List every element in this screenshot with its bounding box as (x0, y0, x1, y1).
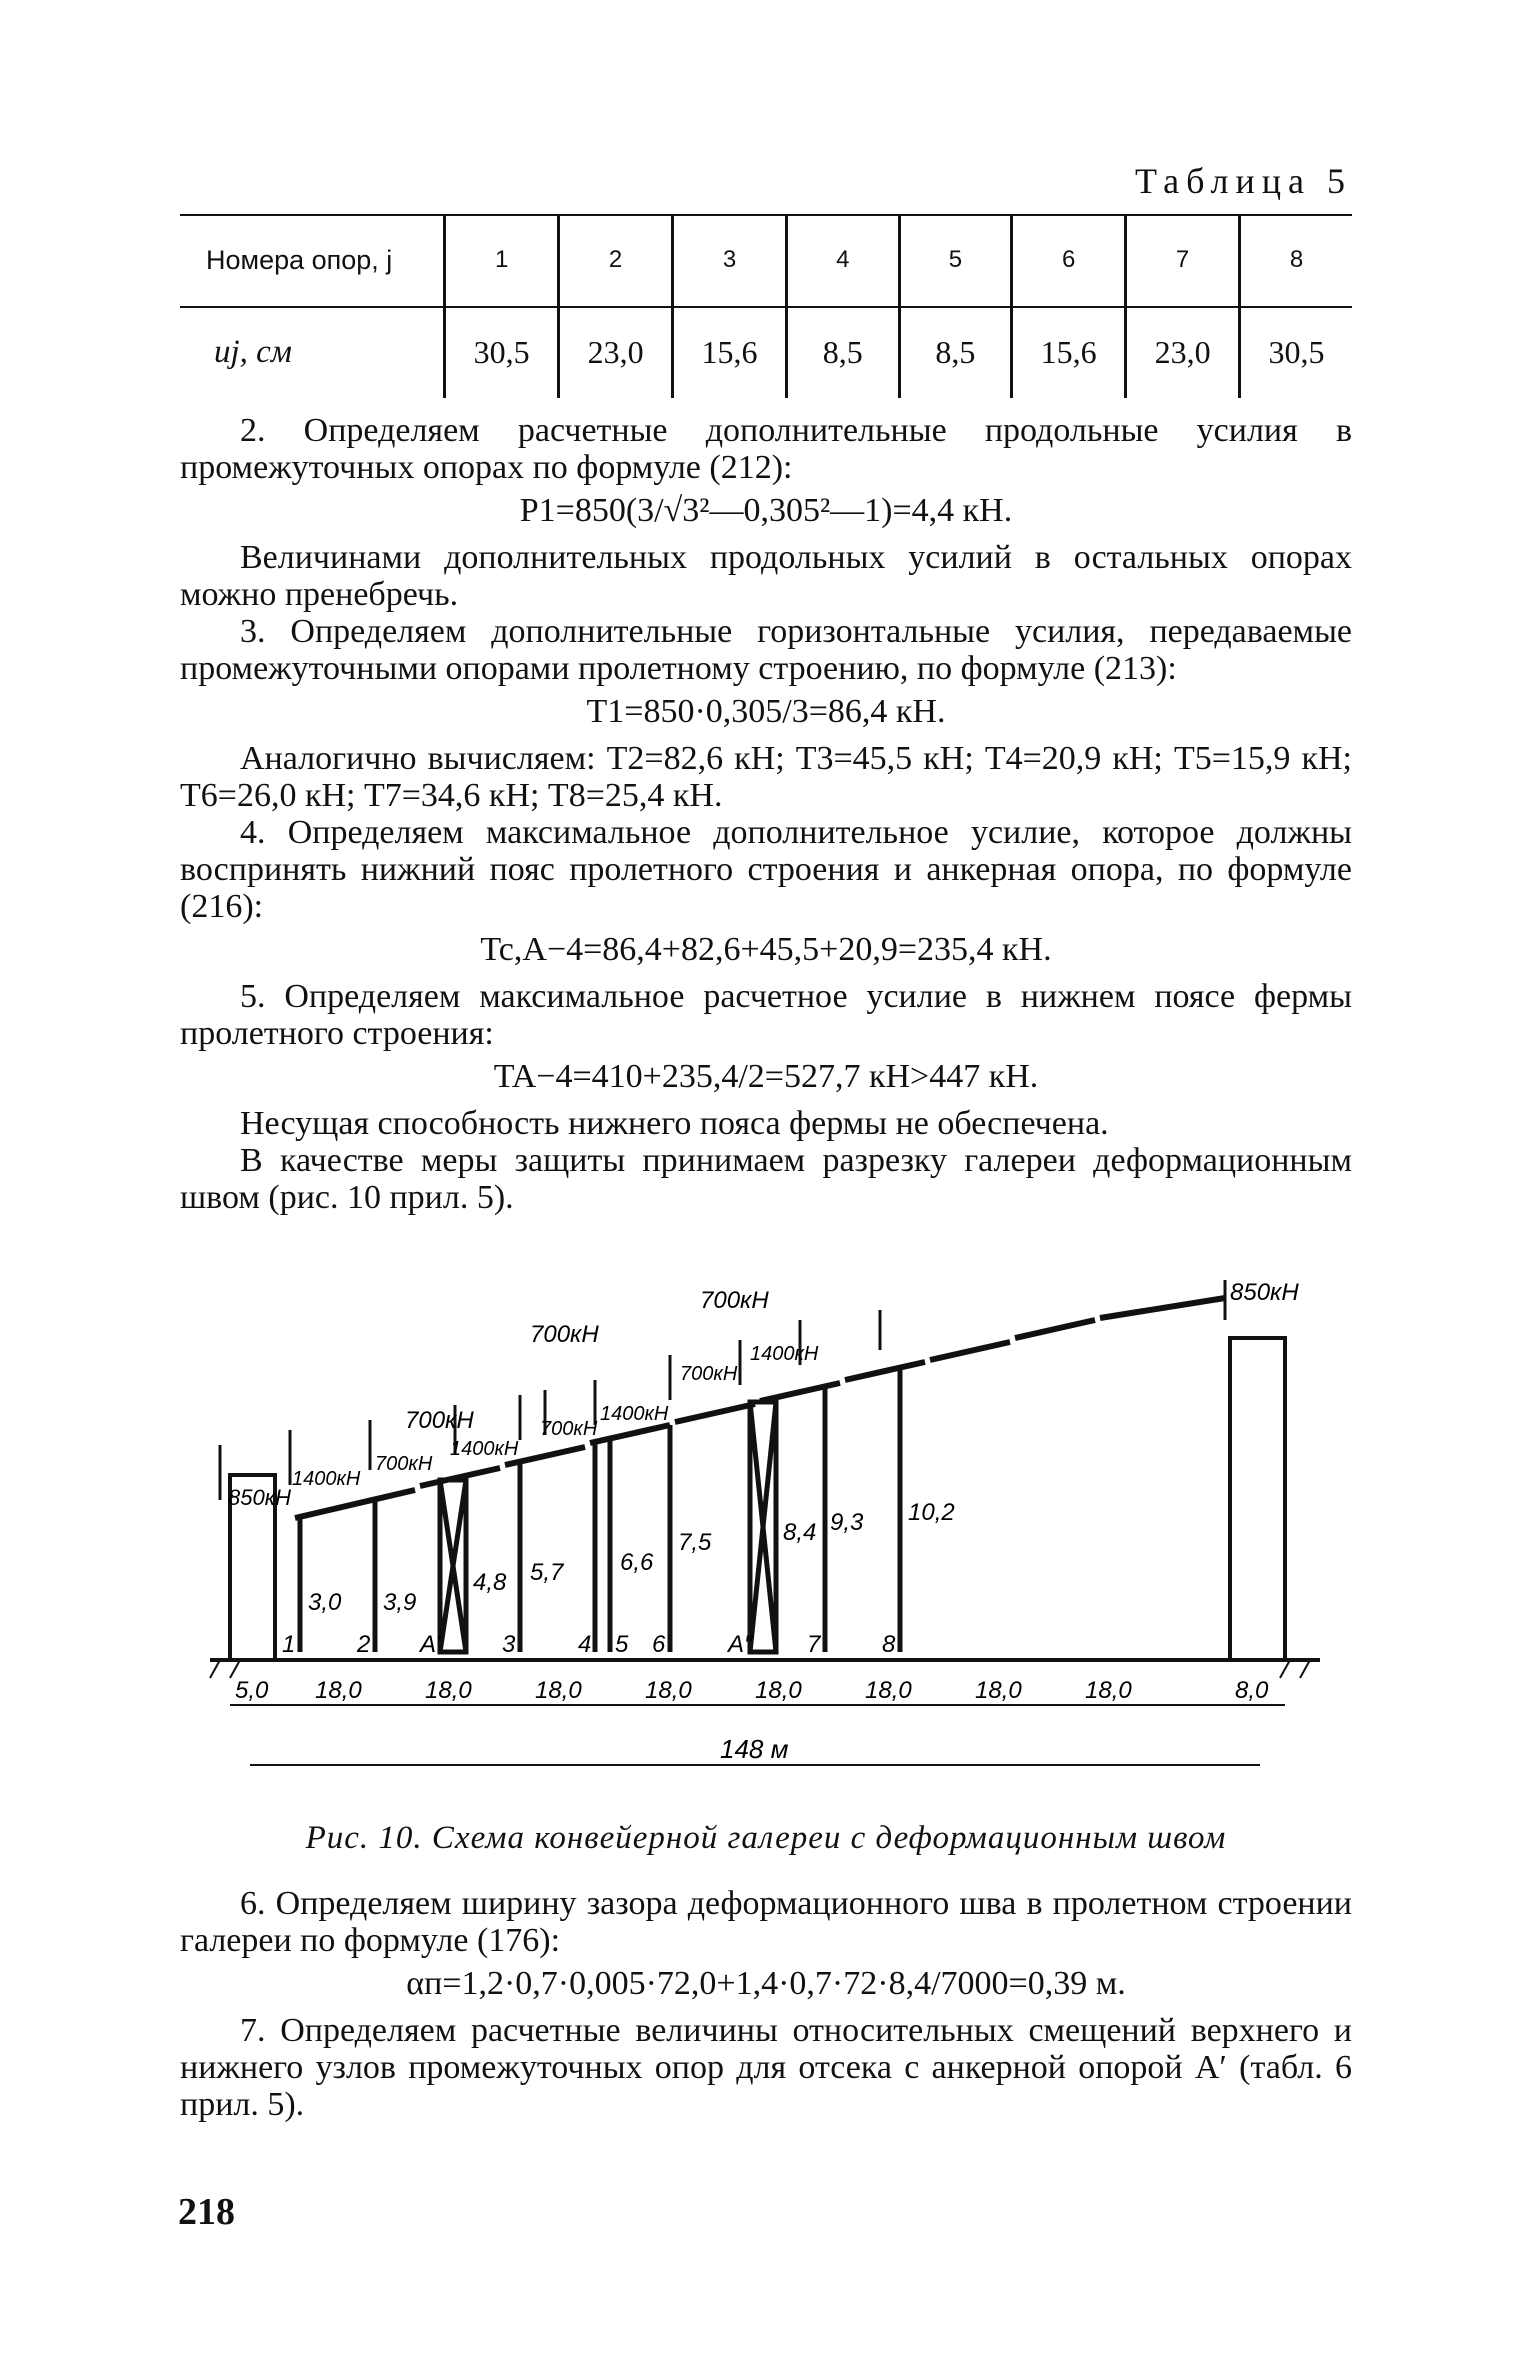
paragraph: Несущая способность нижнего пояса фермы не обеспечена. (240, 1105, 1109, 1142)
load-label: 1400кН (450, 1438, 519, 1460)
height-label: 8,4 (783, 1519, 817, 1546)
load-label: 700кН (375, 1453, 433, 1475)
support-label: 7 (807, 1631, 821, 1658)
formula: TA−4=410+235,4/2=527,7 кН>447 кН. (493, 1058, 1039, 1095)
figure-caption: Рис. 10. Схема конвейерной галереи с деформационным швом (305, 1820, 1227, 1856)
table-cell: 6 (1012, 214, 1126, 306)
height-label: 10,2 (908, 1499, 955, 1526)
support-label: A′ (420, 1631, 441, 1658)
body-text-upper (180, 412, 1352, 1216)
table-cell: 15,6 (673, 306, 787, 398)
height-label: 3,0 (308, 1589, 342, 1616)
load-label: 850кН (1230, 1280, 1299, 1306)
paragraph: 5. Определяем максимальное расчетное усилие в нижнем поясе фермы пролетного строения: (180, 978, 1352, 1052)
table-cell: 30,5 (445, 306, 559, 398)
paragraph: 2. Определяем расчетные дополнительные продольные усилия в промежуточных опорах по формуле (212): (180, 412, 1352, 486)
load-label: 1400кН (750, 1343, 819, 1365)
paragraph: 6. Определяем ширину зазора деформационного шва в пролетном строении галереи по формуле (176): (180, 1885, 1352, 1959)
table-cell: 8,5 (899, 306, 1012, 398)
support-label: 5 (615, 1631, 629, 1658)
span-label: 18,0 (755, 1677, 802, 1704)
table-cell: 2 (559, 214, 673, 306)
height-label: 9,3 (830, 1509, 864, 1536)
load-label: 700кН (540, 1418, 598, 1440)
table-cell: 8,5 (787, 306, 900, 398)
table-cell: 8 (1240, 214, 1352, 306)
span-label: 18,0 (315, 1677, 362, 1704)
table-row (180, 306, 1352, 398)
span-label: 18,0 (425, 1677, 472, 1704)
span-label: 18,0 (645, 1677, 692, 1704)
paragraph: 4. Определяем максимальное дополнительное усилие, которое должны воспринять нижний пояс пролетного строения и анкерная опора, по формуле (216): (180, 814, 1352, 925)
load-label: 1400кН (292, 1468, 361, 1490)
formula: T1=850·0,305/3=86,4 кН. (586, 693, 946, 730)
body-text-lower (180, 1885, 1352, 2123)
table-cell: 5 (899, 214, 1012, 306)
span-label: 18,0 (535, 1677, 582, 1704)
right-abutment (1230, 1338, 1285, 1660)
height-label: 6,6 (620, 1549, 654, 1576)
paragraph: В качестве меры защиты принимаем разрезку галереи деформационным швом (рис. 10 прил. 5). (180, 1142, 1352, 1216)
support-label: 8 (882, 1631, 896, 1658)
table-caption: Таблица 5 (1135, 161, 1352, 201)
height-label: 7,5 (678, 1529, 712, 1556)
support-label: 4 (578, 1631, 592, 1658)
load-label: 1400кН (600, 1403, 669, 1425)
height-label: 4,8 (473, 1569, 507, 1596)
formula: P1=850(3/√3²—0,305²—1)=4,4 кН. (519, 492, 1013, 529)
span-label: 18,0 (1085, 1677, 1132, 1704)
load-label: 700кН (700, 1287, 769, 1314)
table-row (180, 214, 1352, 306)
table-cell: 23,0 (1126, 306, 1240, 398)
support-label: 1 (282, 1631, 296, 1658)
support-displacement-table (180, 214, 1352, 398)
table-cell: 4 (787, 214, 900, 306)
span-label: 18,0 (865, 1677, 912, 1704)
load-label: 700кН (680, 1363, 738, 1385)
table-cell: 3 (673, 214, 787, 306)
table-cell: 30,5 (1240, 306, 1352, 398)
table-cell: 1 (445, 214, 559, 306)
row-header: Номера опор, j (206, 244, 393, 275)
page-number: 218 (178, 2191, 235, 2233)
span-label: 5,0 (235, 1677, 269, 1704)
paragraph: Аналогично вычисляем: T2=82,6 кН; T3=45,5 кН; T4=20,9 кН; T5=15,9 кН; T6=26,0 кН; T7=34,6 кН; T8=25,4 кН. (180, 740, 1352, 814)
span-label: 8,0 (1235, 1677, 1269, 1704)
paragraph: Величинами дополнительных продольных усилий в остальных опорах можно пренебречь. (180, 539, 1352, 613)
paragraph: 7. Определяем расчетные величины относительных смещений верхнего и нижнего узлов промежуточных опор для отсека с анкерной опорой A′ (табл. 6 прил. 5). (180, 2012, 1352, 2123)
support-label: 3 (502, 1631, 516, 1658)
height-label: 5,7 (530, 1559, 564, 1586)
table-cell: 23,0 (559, 306, 673, 398)
height-label: 3,9 (383, 1589, 417, 1616)
support-label: 2 (357, 1631, 371, 1658)
formula: Tc,A−4=86,4+82,6+45,5+20,9=235,4 кН. (480, 931, 1052, 968)
total-length-label: 148 м (720, 1734, 789, 1764)
load-label: 700кН (530, 1321, 599, 1348)
table-cell: 7 (1126, 214, 1240, 306)
load-label: 700кН (405, 1407, 474, 1434)
span-label: 18,0 (975, 1677, 1022, 1704)
support-label: A″ (728, 1631, 753, 1658)
load-label: 850кН (228, 1485, 291, 1510)
conveyor-gallery-diagram (200, 1280, 1340, 1800)
paragraph: 3. Определяем дополнительные горизонтальные усилия, передаваемые промежуточными опорами пролетному строению, по формуле (213): (180, 613, 1352, 687)
row-header: uj, см (214, 333, 292, 370)
formula: αп=1,2·0,7·0,005·72,0+1,4·0,7·72·8,4/7000=0,39 м. (406, 1965, 1126, 2002)
support-label: 6 (652, 1631, 666, 1658)
table-cell: 15,6 (1012, 306, 1126, 398)
